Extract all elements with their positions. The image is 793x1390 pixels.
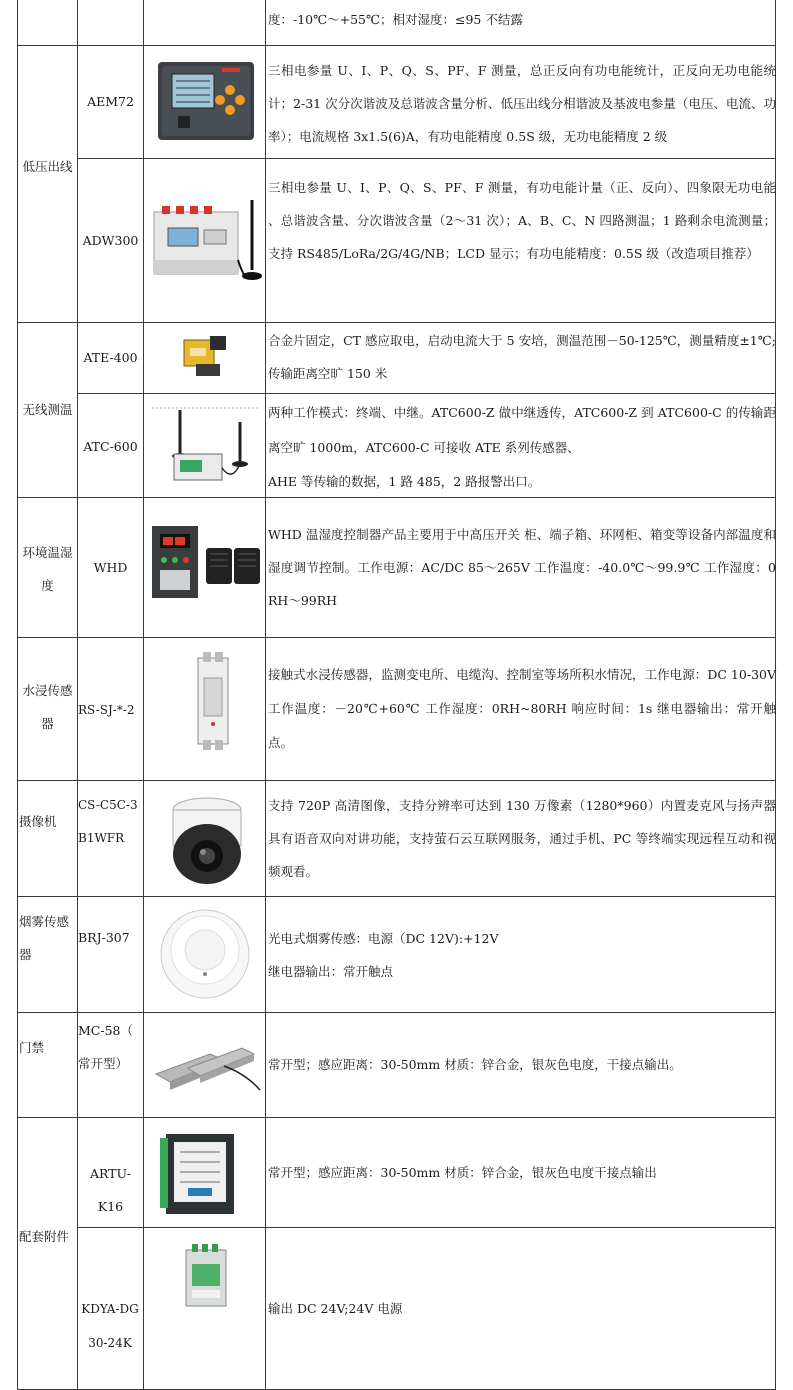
desc-camera: 支持 720P 高清图像，支持分辨率可达到 130 万像素（1280*960）内置麦克风与扬声器具有语音双向对讲功能，支持萤石云互联网服务，通过手机、PC 等终端实现远程互动和视频观看。 [268, 798, 776, 879]
model-camera: CS-C5C-3B1WFR [78, 798, 138, 845]
water-sensor-image [188, 648, 238, 752]
desc-smoke-part1: 光电式烟雾传感：电源（DC 12V):+12V [268, 931, 499, 946]
kdya-power-image [180, 1240, 232, 1310]
desc-atc600-part2: AHE 等传输的数据，1 路 485，2 路报警出口。 [268, 474, 541, 489]
desc-aem72: 三相电参量 U、I、P、Q、S、PF、F 测量，总正反向有功电能统计，正反向无功电能统计；2-31 次分次谐波及总谐波含量分析、低压出线分相谐波及基波电参量（电压、电流、功率）；电流规格 3x1.5(6)A，有功电能精度 0.5S 级，无功电能精度 2 级 [268, 63, 776, 144]
desc-door: 常开型；感应距离：30-50mm 材质：锌合金，银灰色电度，干接点输出。 [268, 1057, 682, 1072]
model-mc58: MC-58（ 常开型） [78, 1023, 133, 1071]
category-environment: 环境温湿度 [22, 545, 73, 593]
model-aem72: AEM72 [87, 94, 134, 109]
category-water-sensor: 水浸传感器 [22, 683, 73, 731]
model-ate400: ATE-400 [83, 350, 138, 365]
model-rs-sj: RS-SJ-*-2 [78, 703, 135, 717]
whd-controller-image [150, 520, 262, 602]
category-accessories: 配套附件 [19, 1229, 70, 1244]
model-whd: WHD [93, 560, 128, 575]
model-atc600: ATC-600 [83, 439, 138, 454]
category-door-access: 门禁 [19, 1040, 45, 1055]
camera-image [165, 790, 249, 890]
category-smoke-sensor: 烟雾传感器 [19, 914, 70, 962]
desc-whd: WHD 温湿度控制器产品主要用于中高压开关 柜、端子箱、环网柜、箱变等设备内部温度和 湿度调节控制。工作电源：AC/DC 85～265V 工作温度：-40.0℃～99.9℃ 工作湿度：0RH～99RH [268, 527, 776, 608]
desc-water-sensor: 接触式水浸传感器，监测变电所、电缆沟、控制室等场所积水情况，工作电源：DC 10-30V 工作温度：－20℃+60℃ 工作湿度：0RH~80RH 响应时间：1s 继电器输出：常开触点。 [268, 667, 776, 750]
model-artu-k16: ARTU-K16 [89, 1166, 132, 1214]
adw300-meter-image [146, 190, 264, 290]
artu-module-image [158, 1128, 242, 1220]
desc-atc600-part1: 两种工作模式：终端、中继。ATC600-Z 做中继透传，ATC600-Z 到 ATC600-C 的传输距离空旷 1000m，ATC600-C 可接收 ATE 系列传感器、 [268, 405, 776, 455]
smoke-detector-image [156, 904, 254, 1000]
desc-ate400: 合金片固定，CT 感应取电，启动电流大于 5 安培，测温范围－50-125℃，测量精度±1℃;传输距离空旷 150 米 [268, 333, 776, 381]
desc-kdya: 输出 DC 24V;24V 电源 [268, 1301, 403, 1316]
door-contact-image [150, 1028, 262, 1108]
category-wireless-temp: 无线测温 [22, 402, 73, 417]
ate400-sensor-image [176, 330, 236, 384]
desc-artu-k16: 常开型；感应距离：30-50mm 材质：锌合金，银灰色电度干接点输出 [268, 1165, 657, 1180]
desc-smoke-part2: 继电器输出：常开触点 [268, 964, 394, 979]
top-continued-desc: 度：-10℃～+55℃；相对湿度：≤95 不结露 [268, 12, 523, 27]
category-low-voltage: 低压出线 [22, 159, 73, 174]
aem72-meter-image [150, 56, 262, 146]
model-brj307: BRJ-307 [78, 930, 130, 945]
category-camera: 摄像机 [19, 814, 57, 829]
atc600-gateway-image [150, 398, 262, 490]
model-adw300: ADW300 [82, 233, 139, 248]
model-kdya: KDYA-DG30-24K [81, 1302, 139, 1350]
desc-adw300: 三相电参量 U、I、P、Q、S、PF、F 测量，有功电能计量（正、反向）、四象限无功电能 、总谐波含量、分次谐波含量（2～31 次）；A、B、C、N 四路测温；1 路剩余电流测量；支持 RS485/LoRa/2G/4G/NB；LCD 显示；有功电能精度：0.5S 级（改造项目推荐） [268, 180, 776, 261]
